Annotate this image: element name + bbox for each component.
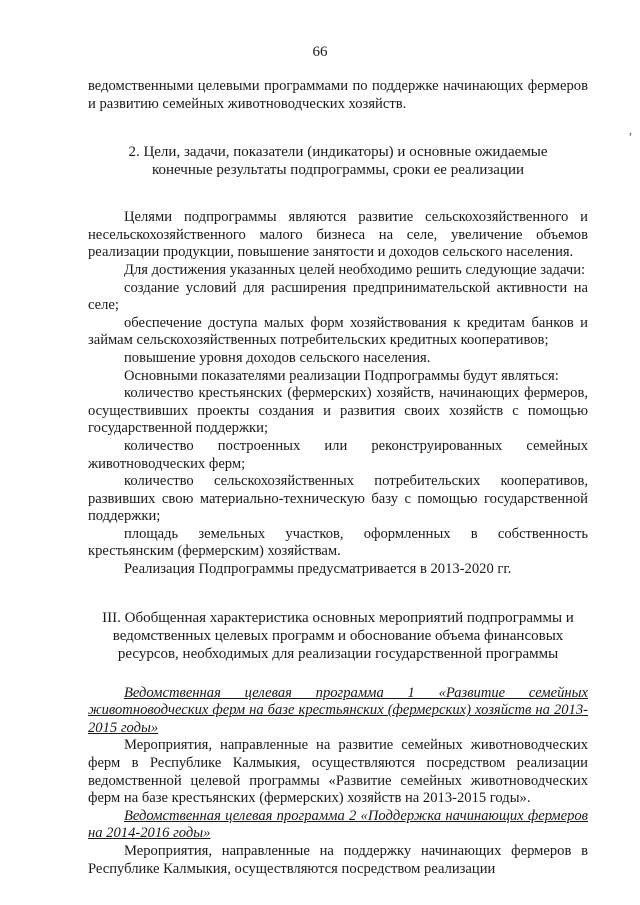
goals-paragraph: Целями подпрограммы являются развитие сельскохозяйственного и несельскохозяйственного малого бизнеса на селе, увеличение объемов реализации продукции, повышение занятости и доходов сельского населения. — [88, 209, 588, 261]
timeline-paragraph: Реализация Подпрограммы предусматривается в 2013-2020 гг. — [124, 561, 512, 578]
section-2-heading-line-2: конечные результаты подпрограммы, сроки ее реализации — [151, 162, 525, 179]
section-2-heading — [88, 143, 588, 179]
indicator-item-1: количество крестьянских (фермерских) хозяйств, начинающих фермеров, осуществивших проекты создания и развития своих хозяйств с помощью государственной поддержки; — [88, 385, 588, 437]
indicator-item-4: площадь земельных участков, оформленных в собственность крестьянским (фермерским) хозяйствам. — [88, 525, 588, 560]
intro-paragraph: ведомственными целевыми программами по поддержке начинающих фермеров и развитию семейных животноводческих хозяйств. — [88, 78, 588, 112]
tasks-intro-paragraph: Для достижения указанных целей необходимо решить следующие задачи: — [124, 261, 586, 278]
task-item-3: повышение уровня доходов сельского населения. — [124, 349, 431, 366]
section-3-heading — [88, 609, 588, 663]
section-3-heading-line-1: III. Обобщенная характеристика основных мероприятий подпрограммы и — [102, 609, 574, 626]
page-number: 66 — [312, 44, 328, 60]
indicator-item-2: количество построенных или реконструированных семейных животноводческих ферм; — [88, 437, 588, 472]
program-1-title: Ведомственная целевая программа 1 «Развитие семейных животноводческих ферм на базе крестьянских (фермерских) хозяйств на 2013-2015 годы» — [88, 684, 588, 736]
section-3-heading-line-2: ведомственных целевых программ и обоснование объема финансовых — [112, 627, 564, 644]
program-2-title: Ведомственная целевая программа 2 «Поддержка начинающих фермеров на 2014-2016 годы» — [88, 807, 588, 842]
section-2-heading-line-1: 2. Цели, задачи, показатели (индикаторы) и основные ожидаемые — [128, 144, 548, 161]
program-1-paragraph: Мероприятия, направленные на развитие семейных животноводческих ферм в Республике Калмыкия, осуществляются посредством реализации ведомственной целевой программы «Развитие семейных животноводческих ферм на базе крестьянских (фермерских) хозяйств на 2013-2015 годы». — [88, 737, 588, 807]
task-item-1: создание условий для расширения предпринимательской активности на селе; — [88, 279, 588, 314]
indicator-item-3: количество сельскохозяйственных потребительских кооперативов, развивших свою материально-техническую базу с помощью государственной поддержки; — [88, 473, 588, 525]
program-2-paragraph: Мероприятия, направленные на поддержку начинающих фермеров в Республике Калмыкия, осуществляются посредством реализации — [88, 843, 588, 877]
task-item-2: обеспечение доступа малых форм хозяйствования к кредитам банков и займам сельскохозяйственных потребительских кредитных кооперативов; — [88, 314, 588, 349]
indicators-intro-paragraph: Основными показателями реализации Подпрограммы будут являться: — [124, 367, 559, 384]
section-3-heading-line-3: ресурсов, необходимых для реализации государственной программы — [117, 645, 559, 662]
document-body — [88, 78, 588, 878]
margin-mark: , — [629, 123, 632, 137]
